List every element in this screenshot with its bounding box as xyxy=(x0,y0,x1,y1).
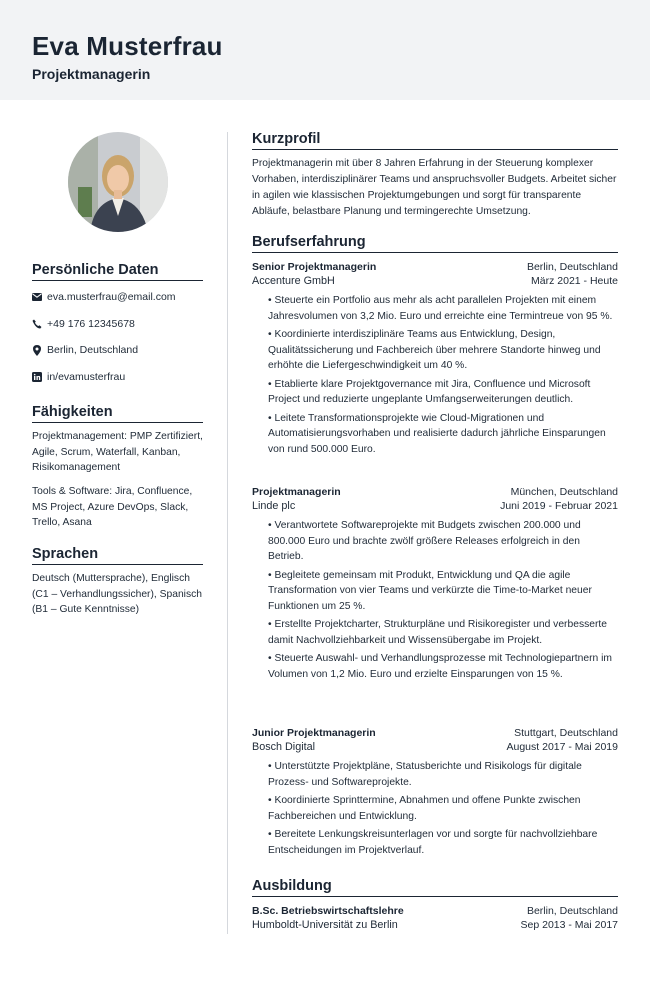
job-location: München, Deutschland xyxy=(510,486,618,498)
candidate-role: Projektmanagerin xyxy=(32,66,151,82)
job-location: Stuttgart, Deutschland xyxy=(514,727,618,739)
job-bullet: • Begleitete gemeinsam mit Produkt, Entwicklung und QA die agile Transformation von vier Teams und verkürzte die Time-to-Market neuer Funktionen um 25 %. xyxy=(268,569,592,612)
phone-icon xyxy=(32,319,42,329)
job-title: Senior Projektmanagerin xyxy=(252,261,377,273)
job-bullet: • Koordinierte Sprinttermine, Abnahmen und offene Punkte zwischen Fachbereichen und Entwicklung. xyxy=(268,795,581,822)
contact-linkedin[interactable] xyxy=(32,371,125,383)
contact-phone[interactable] xyxy=(32,318,135,330)
school-name: Humboldt-Universität zu Berlin xyxy=(252,919,398,931)
education-entry xyxy=(252,904,618,932)
job-bullet: • Steuerte Auswahl- und Verhandlungsprozesse mit Technologiepartnern im Volumen von 1,2 Mio. Euro und erzielte Einsparungen von 15 %. xyxy=(268,653,612,680)
job-title: Junior Projektmanagerin xyxy=(252,727,376,739)
personal-data-heading: Persönliche Daten xyxy=(32,262,203,281)
job-entry xyxy=(252,485,618,685)
job-bullet: • Koordinierte interdisziplinäre Teams aus Entwicklung, Design, Qualitätssicherung und Fachbereich über mehrere Standorte hinweg und erhöhte die Liefergeschwindigkeit um 40 %. xyxy=(268,329,601,371)
education-dates: Sep 2013 - Mai 2017 xyxy=(520,919,618,931)
job-dates: August 2017 - Mai 2019 xyxy=(506,741,618,753)
phone-text: +49 176 12345678 xyxy=(47,318,135,330)
profile-text: Projektmanagerin mit über 8 Jahren Erfahrung in der Steuerung komplexer Vorhaben, interdisziplinärer Teams und anspruchsvoller Budgets. Arbeitet sicher in agilen wie klassischen Projektumgebungen und sorgt für transparente Abläufe, belastbare Planung und termingerechte Umsetzung. xyxy=(252,158,617,217)
location-pin-icon xyxy=(32,345,42,355)
experience-heading: Berufserfahrung xyxy=(252,234,618,253)
job-location: Berlin, Deutschland xyxy=(526,261,618,273)
languages-text: Deutsch (Muttersprache), Englisch (C1 – Verhandlungssicher), Spanisch (B1 – Gute Kenntnisse) xyxy=(32,573,202,615)
job-company: Bosch Digital xyxy=(252,741,316,753)
linkedin-text: in/evamusterfrau xyxy=(47,371,126,383)
languages-heading: Sprachen xyxy=(32,546,203,565)
job-dates: März 2021 - Heute xyxy=(531,275,618,287)
candidate-name: Eva Musterfrau xyxy=(32,31,223,61)
mail-icon xyxy=(32,292,42,302)
education-location: Berlin, Deutschland xyxy=(526,905,618,917)
location-text: Berlin, Deutschland xyxy=(47,344,139,356)
job-bullet: • Steuerte ein Portfolio aus mehr als acht parallelen Projekten mit einem Jahresvolumen von 3,2 Mio. Euro und erreichte eine Termintreue von 95 %. xyxy=(268,295,613,322)
education-heading: Ausbildung xyxy=(252,878,618,897)
skills-item: Projektmanagement: PMP Zertifiziert, Agile, Scrum, Waterfall, Kanban, Risikomanagement xyxy=(32,431,203,473)
skills-item: Tools & Software: Jira, Confluence, MS Project, Azure DevOps, Slack, Trello, Asana xyxy=(32,486,193,528)
contact-location xyxy=(32,344,138,356)
email-text: eva.musterfrau@email.com xyxy=(47,291,176,303)
job-bullet: • Erstellte Projektcharter, Strukturpläne und Risikoregister und verbesserte damit Nachvollziehbarkeit und Wissensübergabe im Projekt. xyxy=(268,619,607,646)
degree-title: B.Sc. Betriebswirtschaftslehre xyxy=(252,905,404,917)
resume-header xyxy=(0,0,650,100)
job-entry xyxy=(252,726,618,861)
job-company: Linde plc xyxy=(252,500,296,512)
avatar xyxy=(68,132,168,232)
job-company: Accenture GmbH xyxy=(252,275,335,287)
job-dates: Juni 2019 - Februar 2021 xyxy=(500,500,618,512)
job-bullet: • Bereitete Lenkungskreisunterlagen vor und sorgte für nachvollziehbare Entscheidungen im Projektverlauf. xyxy=(268,829,598,856)
column-divider xyxy=(227,132,228,934)
job-bullet: • Verantwortete Softwareprojekte mit Budgets zwischen 200.000 und 800.000 Euro und brachte zwölf größere Releases erfolgreich in den Betrieb. xyxy=(268,520,581,562)
job-bullet: • Etablierte klare Projektgovernance mit Jira, Confluence und Microsoft Project und reduzierte ungeplante Umfangserweiterungen deutlich. xyxy=(268,378,591,405)
job-entry xyxy=(252,260,618,460)
profile-heading: Kurzprofil xyxy=(252,131,618,150)
job-bullet: • Leitete Transformationsprojekte wie Cloud-Migrationen und Automatisierungsvorhaben und realisierte dadurch jährliche Einsparungen von rund 500.000 Euro. xyxy=(268,412,606,455)
skills-heading: Fähigkeiten xyxy=(32,404,203,423)
contact-email[interactable] xyxy=(32,291,176,303)
job-bullet: • Unterstützte Projektpläne, Statusberichte und Risikologs für digitale Prozess- und Softwareprojekte. xyxy=(268,761,582,788)
linkedin-icon xyxy=(32,372,42,382)
job-title: Projektmanagerin xyxy=(252,486,341,498)
